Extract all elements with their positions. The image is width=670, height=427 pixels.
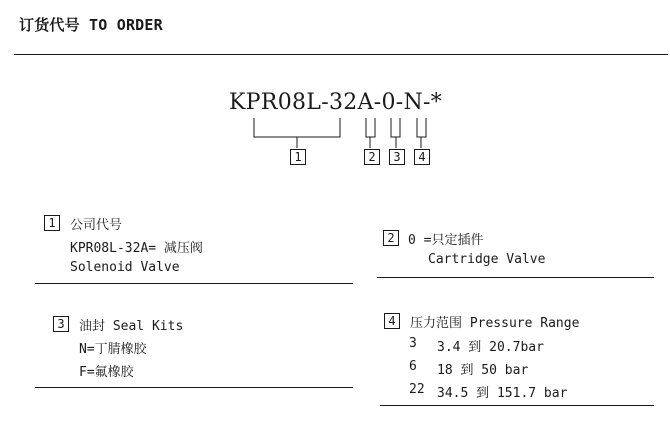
section-1-title: 公司代号 — [70, 218, 123, 233]
page-title: 订货代号 TO ORDER — [19, 16, 163, 34]
section-3-line-1: N=丁腈橡胶 — [79, 342, 147, 357]
section-2-divider — [377, 277, 654, 278]
section-3-divider — [35, 387, 353, 388]
bracket-label-1: 1 — [290, 149, 306, 165]
section-1-line-1: KPR08L-32A= 减压阀 — [70, 241, 203, 256]
section-2-line-1: Cartridge Valve — [428, 252, 546, 267]
pressure-code: 6 — [409, 359, 417, 374]
bracket-label-2: 2 — [364, 149, 380, 165]
section-1-number: 1 — [44, 215, 60, 231]
section-3-title: 油封 Seal Kits — [79, 319, 184, 334]
section-3-number: 3 — [53, 316, 69, 332]
section-1-divider — [35, 283, 353, 284]
section-2-title: 0 =只定插件 — [408, 233, 484, 248]
bracket-label-4: 4 — [414, 149, 430, 165]
pressure-range: 3.4 到 20.7bar — [437, 340, 544, 355]
section-4-number: 4 — [384, 313, 400, 329]
section-4-title: 压力范围 Pressure Range — [410, 316, 580, 331]
pressure-code: 22 — [409, 382, 425, 397]
bracket-3 — [391, 118, 400, 148]
section-3-line-2: F=氟橡胶 — [79, 365, 134, 380]
bracket-label-3: 3 — [389, 149, 405, 165]
pressure-range: 34.5 到 151.7 bar — [437, 386, 568, 401]
pressure-code: 3 — [409, 336, 417, 351]
bracket-4 — [417, 118, 426, 148]
section-1-line-2: Solenoid Valve — [70, 260, 180, 275]
bracket-2 — [366, 118, 375, 148]
section-4-divider — [380, 405, 654, 406]
order-code: KPR08L-32A-0-N-* — [229, 90, 443, 115]
section-2-number: 2 — [383, 230, 399, 246]
pressure-range: 18 到 50 bar — [437, 363, 529, 378]
bracket-1 — [254, 118, 340, 148]
